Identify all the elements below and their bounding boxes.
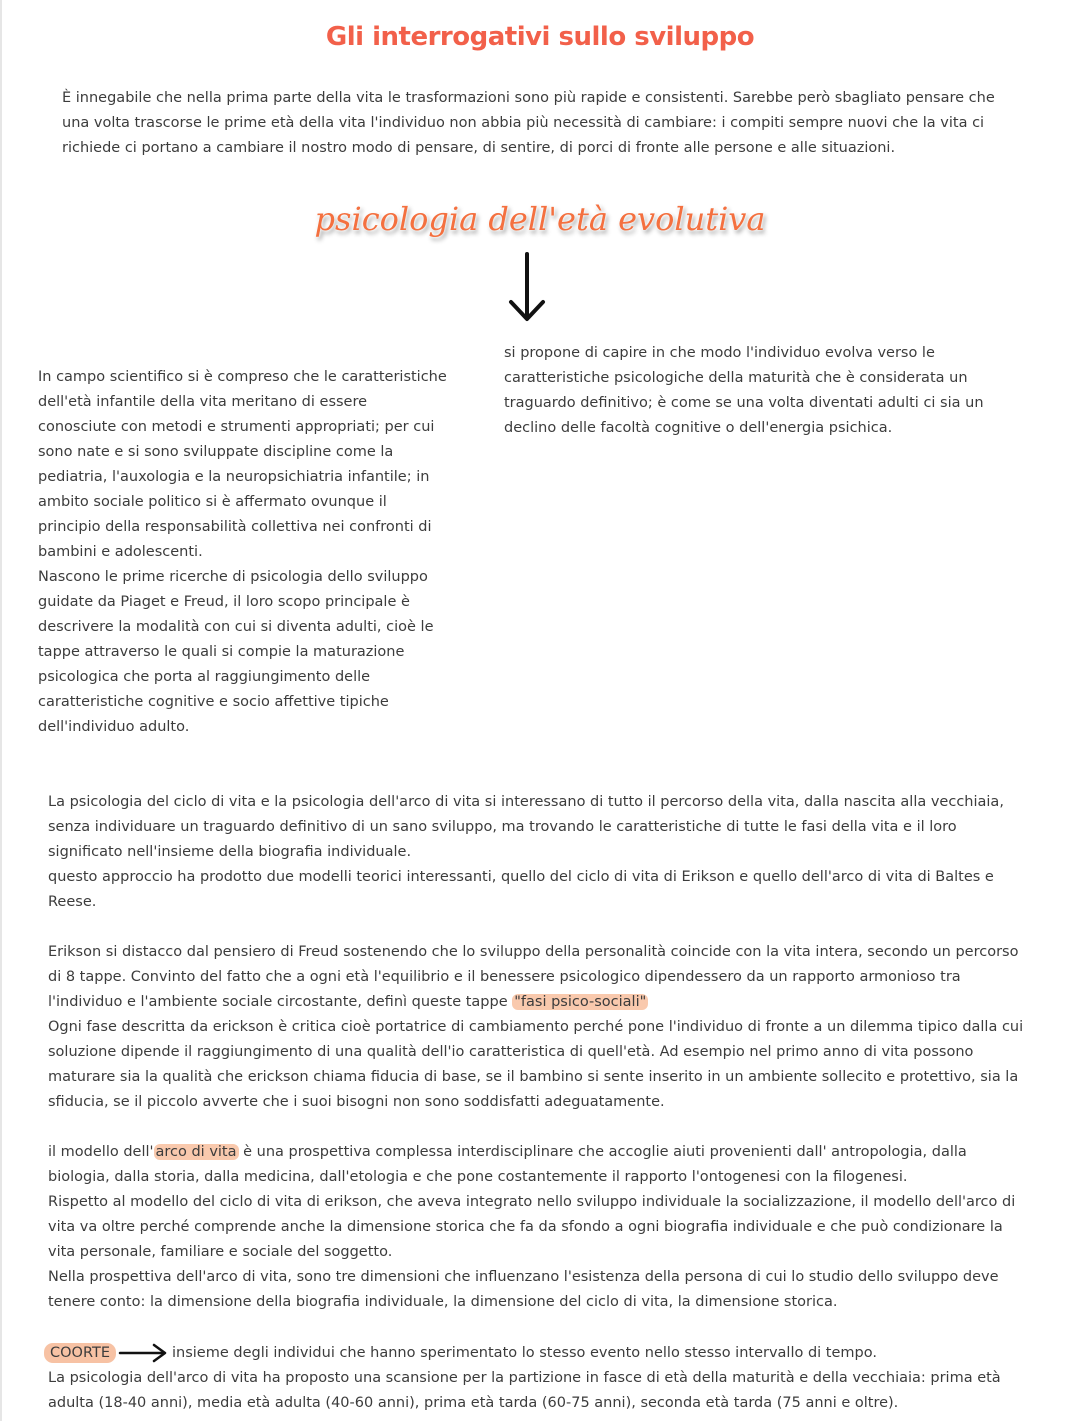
paragraph-lifespan-b: Rispetto al modello del ciclo di vita di erikson, che aveva integrato nello sviluppo individuale la socializzazione, il modello dell'arco di vita va oltre perché comprende anche la dimensione storica che fa da sfondo a ogni biografia individuale e che può condizionare la vita personale, familiare e sociale del soggetto.	[48, 1194, 1016, 1260]
left-column-part2: Nascono le prime ricerche di psicologia dello sviluppo guidate da Piaget e Freud, il loro scopo principale è descrivere la modalità con cui si diventa adulti, cioè le tappe attraverso le quali si compie la maturazione psicologica che porta al raggiungimento delle caratteristiche cognitive e socio affettive tipiche dell'individuo adulto.	[38, 569, 434, 735]
lifespan-post: è una prospettiva complessa interdisciplinare che accoglie aiuti provenienti dall' antropologia, dalla biologia, dalla storia, dalla medicina, dall'etologia e che pone costantemente il rapporto l'ontogenesi con la filogenesi.	[48, 1144, 967, 1185]
erikson-text: Erikson si distacco dal pensiero di Freud sostenendo che lo sviluppo della personalità coincide con la vita intera, secondo un percorso di 8 tappe. Convinto del fatto che a ogni età l'equilibrio e il benessere psicologico dipendessero da un rapporto armonioso tra l'individuo e l'ambiente sociale circostante, definì queste tappe	[48, 944, 1019, 1010]
left-column-part1: In campo scientifico si è compreso che le caratteristiche dell'età infantile della vita meritano di essere conosciute con metodi e strumenti appropriati; per cui sono nate e si sono sviluppate discipline come la pediatria, l'auxologia e la neuropsichiatria infantile; in ambito sociale politico si è affermato ovunque il principio della responsabilità collettiva nei confronti di bambini e adolescenti.	[38, 369, 447, 560]
paragraph-lifespan-a	[48, 1140, 1033, 1190]
paragraph-lifespan-c: Nella prospettiva dell'arco di vita, sono tre dimensioni che influenzano l'esistenza della persona di cui lo studio dello sviluppo deve tenere conto: la dimensione della biografia individuale, la dimensione del ciclo di vita, la dimensione storica.	[48, 1269, 999, 1310]
paragraph-life-cycle-a: La psicologia del ciclo di vita e la psicologia dell'arco di vita si interessano di tutto il percorso della vita, dalla nascita alla vecchiaia, senza individuare un traguardo definitivo di un sano sviluppo, ma trovando le caratteristiche di tutte le fasi della vita e il loro significato nell'insieme della biografia individuale.	[48, 794, 1004, 860]
intro-paragraph: È innegabile che nella prima parte della vita le trasformazioni sono più rapide e consistenti. Sarebbe però sbagliato pensare che una volta trascorse le prime età della vita l'individuo non abbia più necessità di cambiare: i compiti sempre nuovi che la vita ci richiede ci portano a cambiare il nostro modo di pensare, di sentire, di porci di fronte alle persone e alle situazioni.	[62, 90, 995, 156]
paragraph-life-cycle-b: questo approccio ha prodotto due modelli teorici interessanti, quello del ciclo di vita di Erikson e quello dell'arco di vita di Baltes e Reese.	[48, 869, 994, 910]
paragraph-erikson-a	[48, 940, 1033, 1015]
lifespan-pre: il modello dell'	[48, 1144, 154, 1160]
arrow-right-icon	[118, 1343, 168, 1363]
left-column-text	[38, 365, 448, 740]
right-column-text: si propone di capire in che modo l'individuo evolva verso le caratteristiche psicologiche della maturità che è considerata un traguardo definitivo; è come se una volta diventati adulti ci sia un declino delle facoltà cognitive o dell'energia psichica.	[504, 345, 984, 436]
highlight-lifespan: arco di vita	[155, 1144, 237, 1160]
cohort-definition	[44, 1340, 877, 1366]
cohort-text: insieme degli individui che hanno sperimentato lo stesso evento nello stesso intervallo di tempo.	[172, 1345, 877, 1361]
page-title: Gli interrogativi sullo sviluppo	[325, 22, 755, 52]
paragraph-lifespan	[48, 1140, 1033, 1315]
highlight-psychosocial: "fasi psico-sociali"	[514, 994, 647, 1010]
paragraph-age-ranges: La psicologia dell'arco di vita ha proposto una scansione per la partizione in fasce di età della maturità e della vecchiaia: prima età adulta (18-40 anni), media età adulta (40-60 anni), prima età tarda (60-75 anni), seconda età tarda (75 anni e oltre).	[48, 1370, 1001, 1411]
paragraph-life-cycle	[48, 790, 1033, 915]
section-heading: psicologia dell'età evolutiva	[314, 200, 766, 238]
paragraph-erikson-b: Ogni fase descritta da erickson è critica cioè portatrice di cambiamento perché pone l'individuo di fronte a un dilemma tipico dalla cui soluzione dipende il raggiungimento di una qualità dell'io caratteristica di quell'età. Ad esempio nel primo anno di vita possono maturare sia la qualità che erickson chiama fiducia di base, se il bambino si sente inserito in un ambiente sollecito e protettivo, sia la sfiducia, se il piccolo avverte che i suoi bisogni non sono soddisfatti adeguatamente.	[48, 1019, 1024, 1110]
arrow-down-icon	[506, 252, 548, 324]
paragraph-erikson	[48, 940, 1033, 1115]
cohort-tag: COORTE	[44, 1343, 116, 1363]
